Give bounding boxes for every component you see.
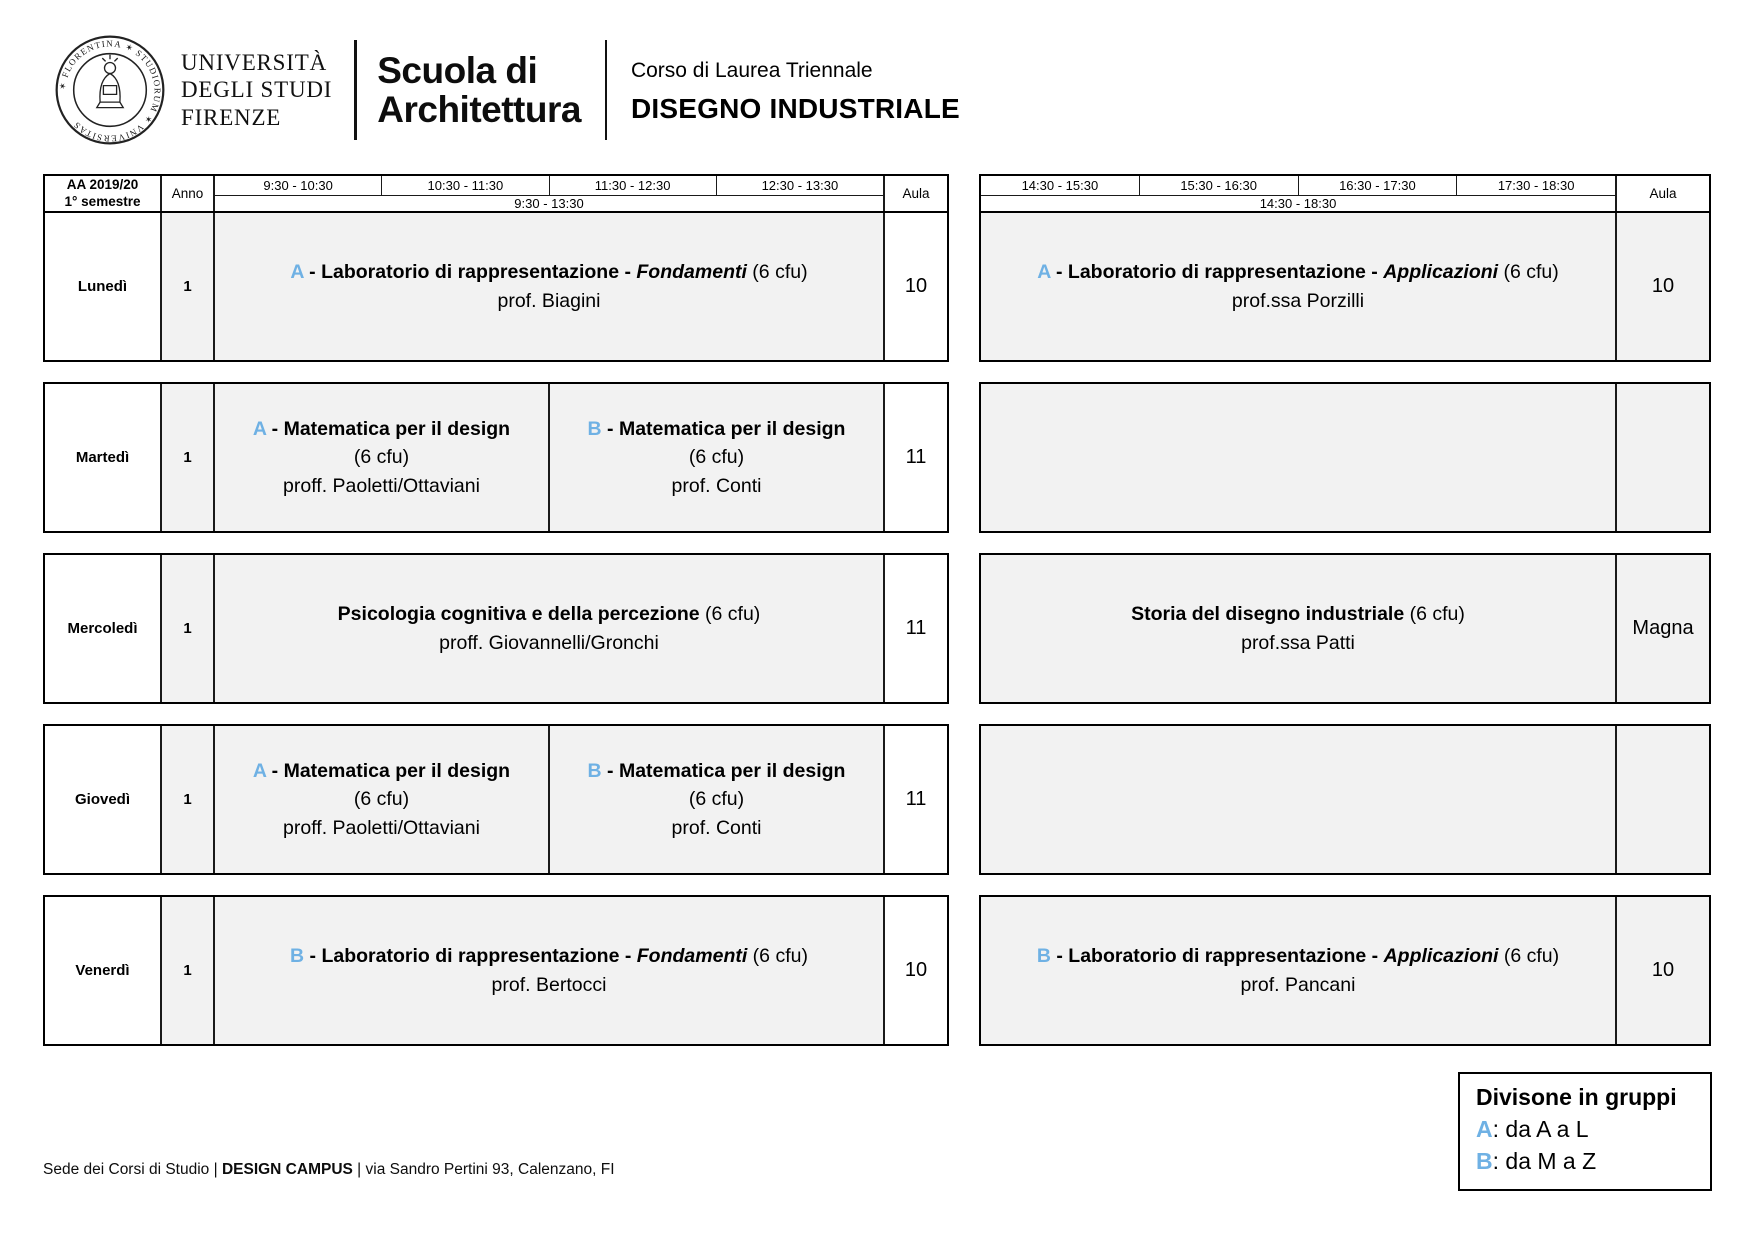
time-slot: 12:30 - 13:30	[716, 176, 883, 195]
course-cell: A - Laboratorio di rappresentazione - Fondamenti (6 cfu) prof. Biagini	[290, 261, 808, 312]
morning-span: 9:30 - 13:30	[215, 195, 883, 211]
university-line: DEGLI STUDI	[181, 77, 333, 103]
course-cell: Psicologia cognitiva e della percezione (6 cfu) proff. Giovannelli/Gronchi	[337, 603, 761, 654]
year-number: 1	[162, 384, 215, 531]
morning-table	[43, 724, 949, 875]
day-name: Mercoledì	[45, 555, 162, 702]
afternoon-courses	[981, 384, 1615, 531]
course-cell: Storia del disegno industriale (6 cfu) prof.ssa Patti	[1131, 603, 1465, 654]
university-line: UNIVERSITÀ	[181, 49, 327, 75]
table-gap	[949, 211, 979, 362]
morning-courses	[215, 384, 883, 531]
afternoon-room	[1615, 726, 1709, 873]
morning-header-table	[43, 174, 949, 211]
header-divider	[605, 40, 607, 140]
afternoon-table	[979, 382, 1711, 533]
day-name: Martedì	[45, 384, 162, 531]
timetable-header-row	[43, 174, 1711, 211]
time-slot: 14:30 - 15:30	[1021, 178, 1099, 193]
morning-room: 11	[883, 726, 947, 873]
afternoon-room: 10	[1615, 213, 1709, 360]
afternoon-courses	[981, 555, 1615, 702]
footer-separator: |	[213, 1161, 218, 1178]
morning-table	[43, 895, 949, 1046]
afternoon-table	[979, 211, 1711, 362]
unifi-seal-icon	[55, 35, 165, 145]
legend-item: A: da A a L	[1476, 1116, 1589, 1142]
course-cell: A - Matematica per il design (6 cfu) proff. Paoletti/Ottaviani	[252, 760, 511, 839]
morning-table	[43, 382, 949, 533]
time-slot: 10:30 - 11:30	[381, 176, 548, 195]
table-gap	[949, 724, 979, 875]
afternoon-courses	[981, 726, 1615, 873]
campus-name: DESIGN CAMPUS	[221, 1161, 353, 1178]
day-row	[43, 724, 1711, 875]
day-name: Venerdì	[45, 897, 162, 1044]
day-row	[43, 382, 1711, 533]
afternoon-table	[979, 724, 1711, 875]
afternoon-room: 10	[1615, 897, 1709, 1044]
day-name: Lunedì	[45, 213, 162, 360]
day-row	[43, 895, 1711, 1046]
morning-time-slots	[215, 176, 883, 211]
table-gap	[949, 174, 979, 211]
course-cell: B - Matematica per il design (6 cfu) prof. Conti	[548, 384, 883, 531]
course-cell: A - Laboratorio di rappresentazione - Applicazioni (6 cfu) prof.ssa Porzilli	[1037, 261, 1559, 312]
morning-courses	[215, 213, 883, 360]
aula-column-header: Aula	[883, 176, 947, 211]
document-header	[55, 30, 960, 150]
day-name: Giovedì	[45, 726, 162, 873]
time-slot: 17:30 - 18:30	[1456, 176, 1615, 195]
table-gap	[949, 382, 979, 533]
afternoon-room	[1615, 384, 1709, 531]
legend-title: Divisone in gruppi	[1476, 1084, 1677, 1110]
anno-column-header: Anno	[162, 176, 215, 211]
degree-name: DISEGNO INDUSTRIALE	[630, 93, 960, 124]
afternoon-courses	[981, 213, 1615, 360]
afternoon-header-table	[979, 174, 1711, 211]
afternoon-table	[979, 553, 1711, 704]
year-number: 1	[162, 213, 215, 360]
course-cell: B - Matematica per il design (6 cfu) prof. Conti	[548, 726, 883, 873]
afternoon-table	[979, 895, 1711, 1046]
morning-courses	[215, 555, 883, 702]
university-wordmark	[181, 49, 332, 132]
semester-corner-cell: AA 2019/20 1° semestre	[45, 176, 162, 211]
group-legend	[1458, 1072, 1712, 1191]
course-cell: B - Laboratorio di rappresentazione - Applicazioni (6 cfu) prof. Pancani	[1036, 945, 1560, 996]
degree-type: Corso di Laurea Triennale	[630, 59, 873, 82]
morning-room: 10	[883, 897, 947, 1044]
school-name: Scuola di Architettura	[377, 49, 581, 130]
table-gap	[949, 895, 979, 1046]
course-cell: B - Laboratorio di rappresentazione - Fondamenti (6 cfu) prof. Bertocci	[290, 945, 808, 996]
day-row	[43, 553, 1711, 704]
header-divider	[354, 40, 357, 140]
afternoon-span: 14:30 - 18:30	[981, 195, 1615, 211]
morning-courses	[215, 897, 883, 1044]
table-gap	[949, 553, 979, 704]
timetable	[43, 174, 1711, 1046]
year-number: 1	[162, 897, 215, 1044]
time-slot: 16:30 - 17:30	[1298, 176, 1457, 195]
aula-column-header: Aula	[1615, 176, 1709, 211]
time-slot: 15:30 - 16:30	[1139, 176, 1298, 195]
morning-table	[43, 553, 949, 704]
degree-block	[631, 55, 960, 125]
footer-separator: |	[357, 1161, 362, 1178]
afternoon-time-slots	[981, 176, 1615, 211]
morning-room: 10	[883, 213, 947, 360]
day-row	[43, 211, 1711, 362]
university-line: FIRENZE	[181, 104, 282, 130]
morning-room: 11	[883, 555, 947, 702]
campus-address: via Sandro Pertini 93, Calenzano, FI	[365, 1161, 615, 1178]
campus-footer: Sede dei Corsi di Studio | DESIGN CAMPUS | via Sandro Pertini 93, Calenzano, FI	[43, 1161, 615, 1178]
legend-item: B: da M a Z	[1476, 1147, 1597, 1174]
day-rows	[43, 211, 1711, 1046]
morning-room: 11	[883, 384, 947, 531]
afternoon-room: Magna	[1615, 555, 1709, 702]
afternoon-courses	[981, 897, 1615, 1044]
year-number: 1	[162, 555, 215, 702]
group-letter: B	[1476, 1147, 1493, 1174]
group-letter: A	[1476, 1116, 1493, 1142]
svg-text:✶ FLORENTINA ✶ STUDIORUM ✶ VNI: ✶ FLORENTINA ✶ STUDIORUM ✶ VNIVERSITAS	[57, 38, 163, 144]
year-number: 1	[162, 726, 215, 873]
time-slot: 9:30 - 10:30	[263, 178, 333, 193]
time-slot: 11:30 - 12:30	[549, 176, 716, 195]
course-cell: A - Matematica per il design (6 cfu) proff. Paoletti/Ottaviani	[252, 418, 511, 497]
morning-table	[43, 211, 949, 362]
morning-courses	[215, 726, 883, 873]
